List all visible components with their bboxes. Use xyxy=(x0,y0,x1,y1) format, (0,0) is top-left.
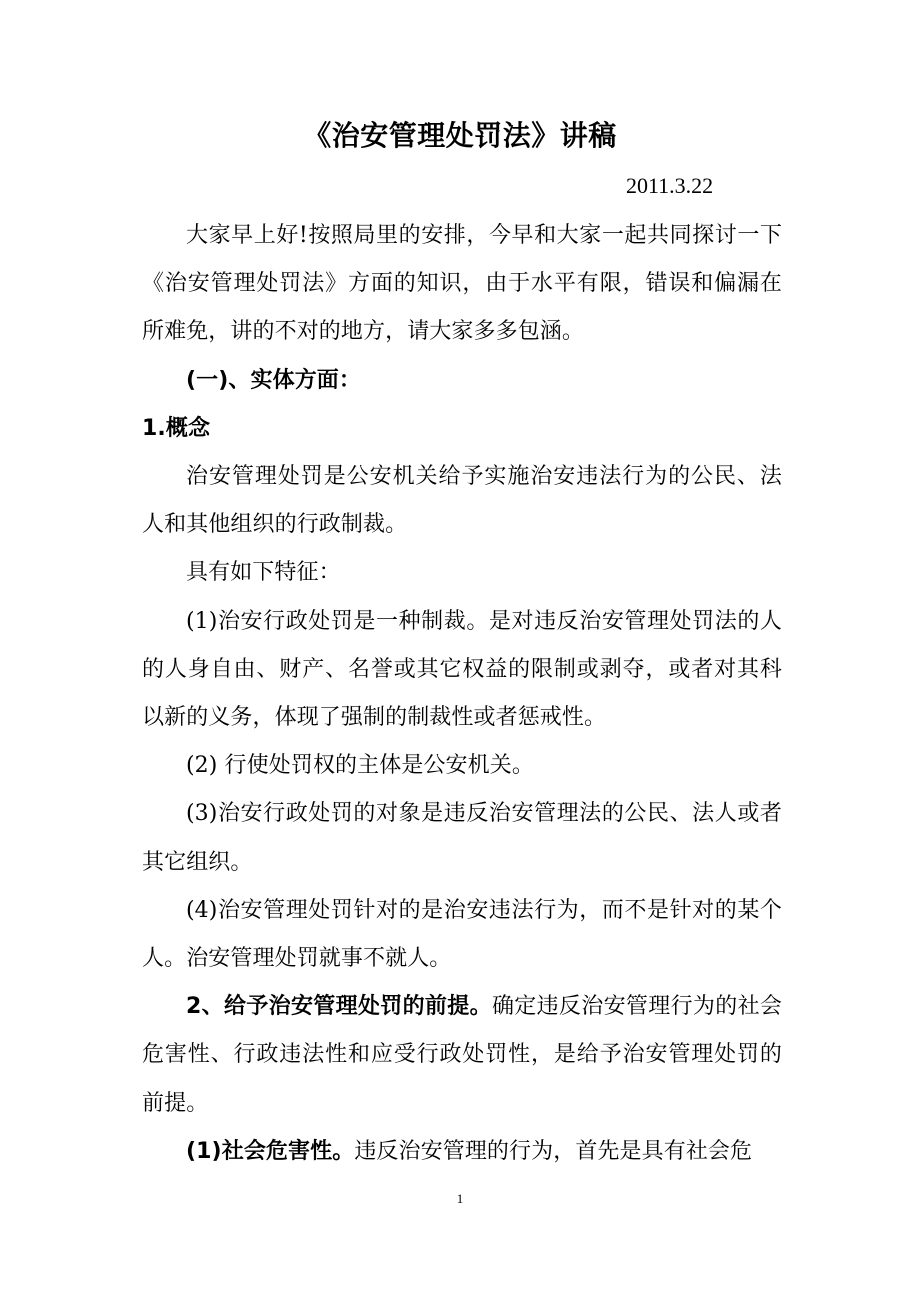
intro-paragraph: 大家早上好!按照局里的安排，今早和大家一起共同探讨一下《治安管理处罚法》方面的知识，由于水平有限，错误和偏漏在所难免，讲的不对的地方，请大家多多包涵。 xyxy=(142,223,782,345)
document-title: 《治安管理处罚法》讲稿 xyxy=(303,119,617,152)
feature-4-paragraph: (4)治安管理处罚针对的是治安违法行为，而不是针对的某个人。治安管理处罚就事不就人。 xyxy=(142,897,782,972)
page-number: 1 xyxy=(456,1191,464,1206)
feature-2-paragraph: (2) 行使处罚权的主体是公安机关。 xyxy=(186,753,534,779)
harm-text: 违反治安管理的行为，首先是具有社会危 xyxy=(354,1138,753,1164)
harm-heading: (1)社会危害性。 xyxy=(186,1138,355,1164)
document-body xyxy=(142,212,782,1176)
feature-1-paragraph: (1)治安行政处罚是一种制裁。是对违反治安管理处罚法的人的人身自由、财产、名誉或其它权益的限制或剥夺，或者对其科以新的义务，体现了强制的制裁性或者惩戒性。 xyxy=(142,608,782,731)
features-intro: 具有如下特征： xyxy=(186,560,341,586)
document-date: 2011.3.22 xyxy=(626,173,714,198)
concept-heading: 1.概念 xyxy=(142,415,211,441)
concept-paragraph: 治安管理处罚是公安机关给予实施治安违法行为的公民、法人和其他组织的行政制裁。 xyxy=(142,464,782,538)
feature-3-paragraph: (3)治安行政处罚的对象是违反治安管理法的公民、法人或者其它组织。 xyxy=(142,801,782,875)
harm-paragraph xyxy=(142,1128,782,1176)
premise-paragraph xyxy=(142,983,782,1128)
premise-text: 确定违反治安管理行为的社会危害性、行政违法性和应受行政处罚性，是给予治安管理处罚的前提。 xyxy=(142,994,782,1116)
premise-heading: 2、给予治安管理处罚的前提。 xyxy=(186,994,492,1020)
section-heading: (一)、实体方面： xyxy=(186,367,362,393)
